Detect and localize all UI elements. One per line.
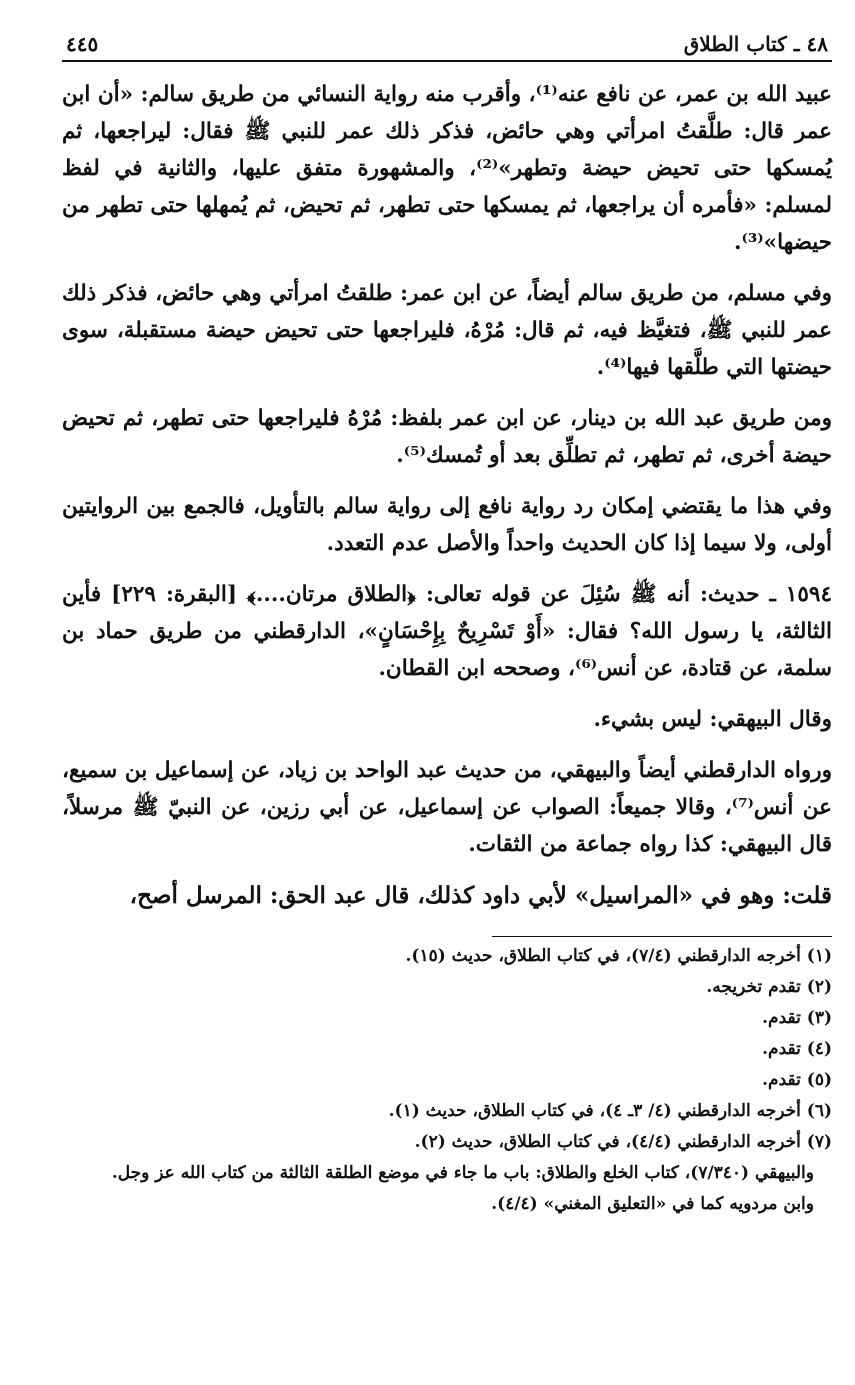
footnote-3: (٣) تقدم. — [762, 1008, 832, 1028]
paragraph-hadith-1594: ١٥٩٤ ـ حديث: أنه ﷺ سُئِلَ عن قوله تعالى: ﴿الطلاق مرتان....﴾ [البقرة: ٢٢٩] فأين الثالثة، يا رسول الله؟ فقال: «أَوْ تَسْرِيحٌ بِإِحْسَانٍ»، الدارقطني من طريق حماد بن سلمة، عن قتادة، عن أنس⁽⁶⁾، وصححه ابن القطان. — [62, 582, 832, 681]
paragraph-6: وقال البيهقي: ليس بشيء. — [593, 707, 832, 732]
chapter-title: ٤٨ ـ كتاب الطلاق — [683, 32, 828, 56]
footnote-5: (٥) تقدم. — [762, 1070, 832, 1090]
page-number: ٤٤٥ — [66, 32, 99, 56]
paragraph-3: ومن طريق عبد الله بن دينار، عن ابن عمر بلفظ: مُرْهُ فليراجعها حتى تطهر، ثم تحيض حيضة أخرى، ثم تطهر، ثم تطلِّق بعد أو تُمسك⁽⁵⁾. — [62, 406, 832, 468]
page — [62, 22, 832, 1220]
paragraph-4: وفي هذا ما يقتضي إمكان رد رواية نافع إلى رواية سالم بالتأويل، فالجمع بين الروايتين أولى، ولا سيما إذا كان الحديث واحداً والأصل عدم التعدد. — [62, 494, 832, 556]
footnote-2: (٢) تقدم تخريجه. — [706, 977, 832, 997]
running-header — [62, 22, 832, 62]
footnote-6: (٦) أخرجه الدارقطني (٤/ ٣ـ ٤)، في كتاب الطلاق، حديث (١). — [388, 1101, 832, 1121]
footnote-7: (٧) أخرجه الدارقطني (٤/٤)، في كتاب الطلاق، حديث (٢). — [414, 1132, 832, 1152]
paragraph-qult: قلت: وهو في «المراسيل» لأبي داود كذلك، قال عبد الحق: المرسل أصح، — [129, 882, 832, 909]
footnote-7-continued-2: وابن مردويه كما في «التعليق المغني» (٤/٤). — [491, 1194, 814, 1214]
footnote-4: (٤) تقدم. — [762, 1039, 832, 1059]
paragraph-2: وفي مسلم، من طريق سالم أيضاً، عن ابن عمر: طلقتُ امرأتي وهي حائض، فذكر ذلك عمر للنبي ﷺ، فتغيَّظ فيه، ثم قال: مُرْهُ، فليراجعها حتى تحيض حيضة مستقبلة، سوى حيضتها التي طلَّقها فيها⁽⁴⁾. — [62, 281, 832, 380]
footnote-1: (١) أخرجه الدارقطني (٧/٤)، في كتاب الطلاق، حديث (١٥). — [405, 946, 832, 966]
footnotes — [62, 941, 832, 1220]
main-text — [62, 76, 832, 914]
paragraph-1: عبيد الله بن عمر، عن نافع عنه⁽¹⁾، وأقرب منه رواية النسائي من طريق سالم: «أن ابن عمر قال: طلَّقتُ امرأتي وهي حائض، فذكر ذلك عمر للنبي ﷺ فقال: ليراجعها، ثم يُمسكها حتى تحيض حيضة وتطهر»⁽²⁾، والمشهورة متفق عليها، والثانية في لفظ لمسلم: «فأمره أن يراجعها، ثم يمسكها حتى تطهر، ثم تحيض، ثم يُمهلها حتى تطهر من حيضها»⁽³⁾. — [62, 82, 833, 255]
paragraph-7: ورواه الدارقطني أيضاً والبيهقي، من حديث عبد الواحد بن زياد، عن إسماعيل بن سميع، عن أنس⁽⁷⁾، وقالا جميعاً: الصواب عن إسماعيل، عن أبي رزين، عن النبيّ ﷺ مرسلاً، قال البيهقي: كذا رواه جماعة من الثقات. — [62, 758, 832, 857]
footnote-7-continued-1: والبيهقي (٧/٣٤٠)، كتاب الخلع والطلاق: باب ما جاء في موضع الطلقة الثالثة من كتاب الله عز وجل. — [111, 1163, 814, 1183]
